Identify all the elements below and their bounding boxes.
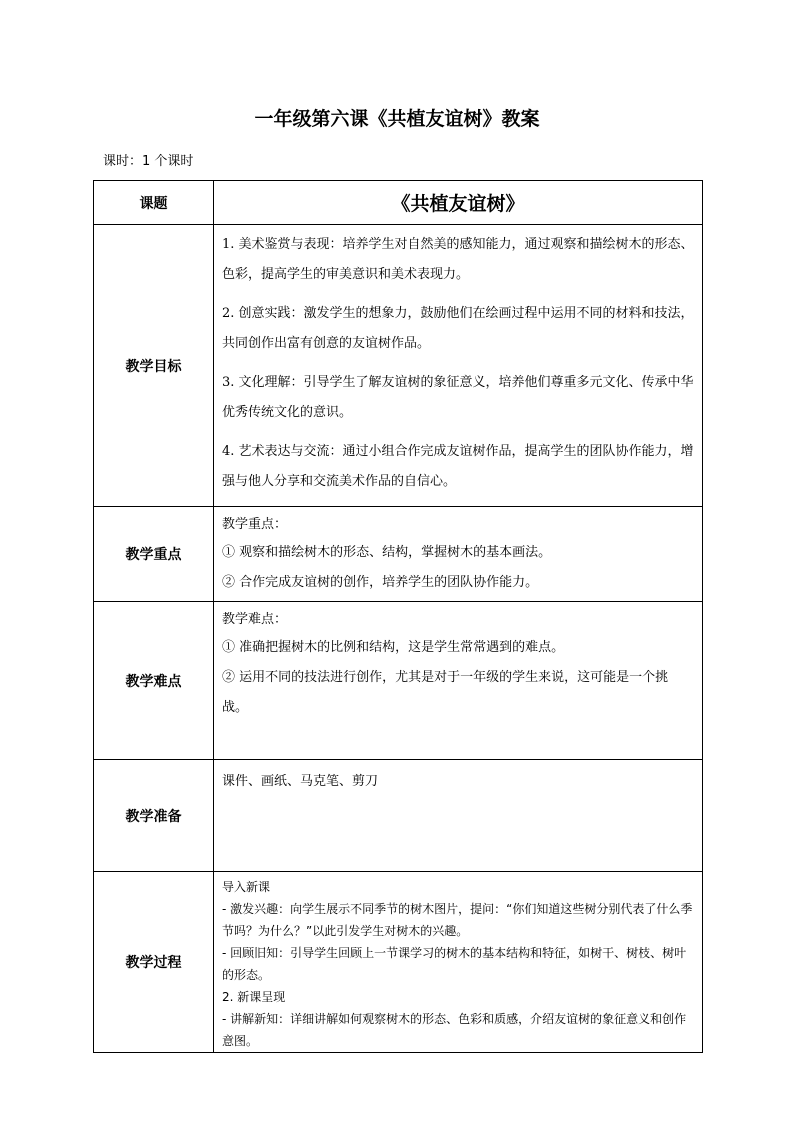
key-point-item: ② 合作完成友谊树的创作，培养学生的团队协作能力。 <box>222 575 539 590</box>
key-points-lead: 教学重点： <box>222 517 288 532</box>
key-point-item: ① 观察和描绘树木的形态、结构，掌握树木的基本画法。 <box>222 545 552 560</box>
document-title: 一年级第六课《共植友谊树》教案 <box>254 108 540 130</box>
key-points-cell <box>214 507 703 602</box>
objective-item: 2. 创意实践：激发学生的想象力，鼓励他们在绘画过程中运用不同的材料和技法，共同创作出富有创意的友谊树作品。 <box>222 306 694 351</box>
key-points-label: 教学重点 <box>94 507 214 602</box>
objectives-cell <box>214 225 703 507</box>
difficulties-label: 教学难点 <box>94 602 214 760</box>
topic-label: 课题 <box>94 181 214 225</box>
preparation-label: 教学准备 <box>94 760 214 872</box>
objective-item: 4. 艺术表达与交流：通过小组合作完成友谊树作品，提高学生的团队协作能力，增强与他人分享和交流美术作品的自信心。 <box>222 444 694 489</box>
process-line: - 激发兴趣：向学生展示不同季节的树木图片，提问：“你们知道这些树分别代表了什么季节吗？为什么？”以此引发学生对树木的兴趣。 <box>222 902 693 938</box>
process-row <box>94 872 703 1053</box>
difficulty-item: ② 运用不同的技法进行创作，尤其是对于一年级的学生来说，这可能是一个挑战。 <box>222 670 669 715</box>
process-line: 2. 新课呈现 <box>222 990 286 1004</box>
difficulty-item: ① 准确把握树木的比例和结构，这是学生常常遇到的难点。 <box>222 640 565 655</box>
preparation-content: 课件、画纸、马克笔、剪刀 <box>222 774 379 789</box>
topic-value: 《共植友谊树》 <box>214 181 703 225</box>
lesson-plan-table <box>93 180 703 1053</box>
process-line: - 讲解新知：详细讲解如何观察树木的形态、色彩和质感，介绍友谊树的象征意义和创作意图。 <box>222 1012 687 1048</box>
difficulties-cell <box>214 602 703 760</box>
process-line: - 回顾旧知：引导学生回顾上一节课学习的树木的基本结构和特征，如树干、树枝、树叶的形态。 <box>222 946 687 982</box>
objectives-label: 教学目标 <box>94 225 214 507</box>
difficulties-lead: 教学难点： <box>222 612 288 627</box>
class-hours: 课时：1 个课时 <box>103 154 194 169</box>
process-cell <box>214 872 703 1053</box>
objectives-row <box>94 225 703 507</box>
process-label: 教学过程 <box>94 872 214 1053</box>
preparation-cell <box>214 760 703 872</box>
process-line: 导入新课 <box>222 880 271 894</box>
preparation-row <box>94 760 703 872</box>
topic-row <box>94 181 703 225</box>
key-points-row <box>94 507 703 602</box>
objective-item: 1. 美术鉴赏与表现：培养学生对自然美的感知能力，通过观察和描绘树木的形态、色彩，提高学生的审美意识和美术表现力。 <box>222 237 694 282</box>
objective-item: 3. 文化理解：引导学生了解友谊树的象征意义，培养他们尊重多元文化、传承中华优秀传统文化的意识。 <box>222 375 694 420</box>
difficulties-row <box>94 602 703 760</box>
